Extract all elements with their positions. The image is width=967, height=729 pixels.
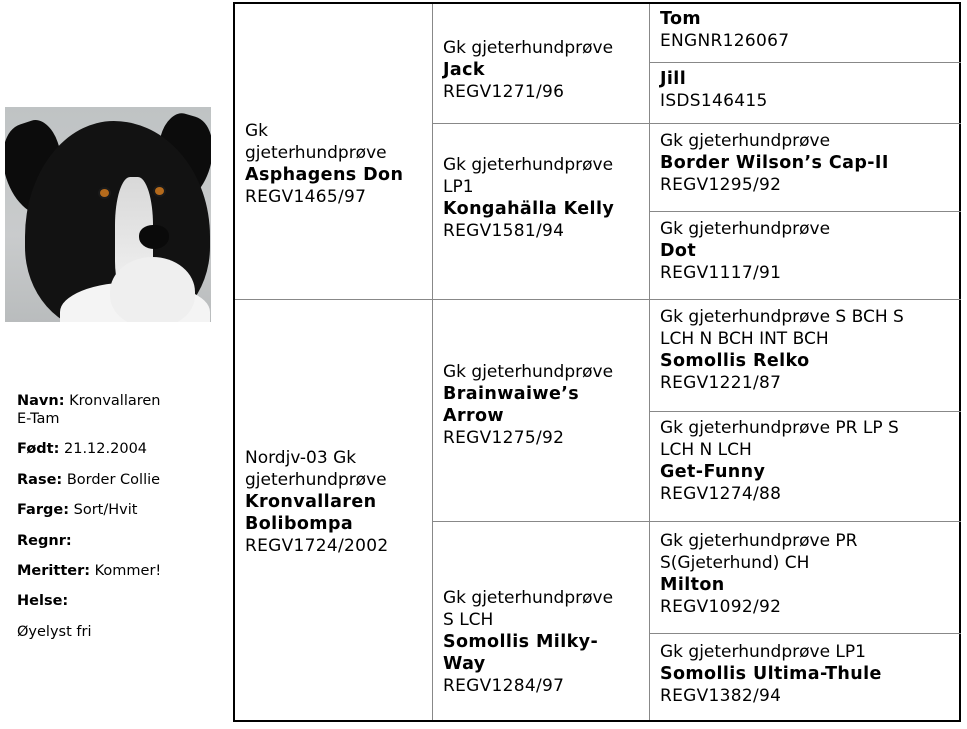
name-row-2 bbox=[17, 410, 217, 428]
dog-titles: Gk gjeterhundprøve bbox=[443, 38, 614, 58]
dog-name: Tom bbox=[660, 9, 702, 29]
dog-titles: Gk gjeterhundprøve bbox=[443, 155, 614, 175]
dog-reg-number: REGV1274/88 bbox=[660, 484, 782, 504]
breed-row bbox=[17, 471, 217, 489]
dog-photo bbox=[5, 107, 211, 322]
name-value-1: Kronvallaren bbox=[69, 393, 161, 409]
great-grandparent-cell bbox=[650, 4, 961, 63]
breed-value: Border Collie bbox=[66, 472, 161, 488]
name-label: Navn: bbox=[17, 393, 65, 409]
pedigree-table bbox=[233, 2, 961, 722]
dog-reg-number: REGV1284/97 bbox=[443, 676, 565, 696]
dog-titles: Gk gjeterhundprøve bbox=[443, 362, 614, 382]
dog-titles: gjeterhundprøve bbox=[245, 470, 387, 490]
grandparent-cell bbox=[433, 4, 650, 124]
dog-reg-number: ENGNR126067 bbox=[660, 31, 790, 51]
dog-name: Milton bbox=[660, 575, 725, 595]
dog-name: Somollis Relko bbox=[660, 351, 810, 371]
dog-reg-number: REGV1092/92 bbox=[660, 597, 782, 617]
great-grandparent-cell bbox=[650, 63, 961, 124]
health-label: Helse: bbox=[17, 593, 69, 609]
dog-titles: Gk gjeterhundprøve bbox=[660, 131, 831, 151]
dog-name: Arrow bbox=[443, 406, 504, 426]
dog-name: Jack bbox=[443, 60, 485, 80]
dog-name: Kronvallaren bbox=[245, 492, 377, 512]
great-grandparent-cell bbox=[650, 522, 961, 634]
dog-titles: LCH N LCH bbox=[660, 440, 752, 460]
dog-reg-number: ISDS146415 bbox=[660, 91, 768, 111]
great-grandparent-cell bbox=[650, 412, 961, 522]
dog-reg-number: REGV1275/92 bbox=[443, 428, 565, 448]
dog-name: Dot bbox=[660, 241, 697, 261]
grandparent-cell bbox=[433, 124, 650, 300]
dog-titles: Gk gjeterhundprøve bbox=[660, 219, 831, 239]
great-grandparent-cell bbox=[650, 212, 961, 300]
dog-reg-number: REGV1271/96 bbox=[443, 82, 565, 102]
born-label: Født: bbox=[17, 441, 60, 457]
health-row bbox=[17, 592, 217, 610]
merits-row bbox=[17, 562, 217, 580]
dog-reg-number: REGV1117/91 bbox=[660, 263, 782, 283]
merits-label: Meritter: bbox=[17, 563, 91, 579]
dog-reg-number: REGV1724/2002 bbox=[245, 536, 389, 556]
dog-reg-number: REGV1382/94 bbox=[660, 686, 782, 706]
dog-name: Border Wilson’s Cap-II bbox=[660, 153, 889, 173]
health-text: Øyelyst fri bbox=[17, 624, 92, 640]
dog-name: Asphagens Don bbox=[245, 165, 404, 185]
name-value-2: E-Tam bbox=[17, 411, 60, 427]
dog-titles: Gk gjeterhundprøve PR bbox=[660, 531, 858, 551]
great-grandparent-cell bbox=[650, 300, 961, 412]
dog-titles: Gk bbox=[245, 121, 269, 141]
dog-titles: Gk gjeterhundprøve S BCH S bbox=[660, 307, 904, 327]
regnr-label: Regnr: bbox=[17, 533, 72, 549]
dog-titles: Gk gjeterhundprøve LP1 bbox=[660, 642, 866, 662]
dog-name: Brainwaiwe’s bbox=[443, 384, 580, 404]
dog-titles: Gk gjeterhundprøve PR LP S bbox=[660, 418, 899, 438]
dog-reg-number: REGV1581/94 bbox=[443, 221, 565, 241]
dog-titles: gjeterhundprøve bbox=[245, 143, 387, 163]
great-grandparent-cell bbox=[650, 634, 961, 720]
born-row bbox=[17, 440, 217, 458]
dog-name: Bolibompa bbox=[245, 514, 354, 534]
parent-cell bbox=[235, 300, 433, 720]
born-value: 21.12.2004 bbox=[64, 441, 148, 457]
grandparent-cell bbox=[433, 522, 650, 720]
dog-titles: Gk gjeterhundprøve bbox=[443, 588, 614, 608]
dog-titles: LCH N BCH INT BCH bbox=[660, 329, 829, 349]
merits-value: Kommer! bbox=[94, 563, 162, 579]
color-value: Sort/Hvit bbox=[73, 502, 138, 518]
dog-titles: S(Gjeterhund) CH bbox=[660, 553, 810, 573]
color-row bbox=[17, 501, 217, 519]
name-row bbox=[17, 392, 217, 410]
dog-titles: S LCH bbox=[443, 610, 494, 630]
dog-titles: Nordjv-03 Gk bbox=[245, 448, 357, 468]
parent-cell bbox=[235, 4, 433, 300]
dog-reg-number: REGV1465/97 bbox=[245, 187, 367, 207]
dog-reg-number: REGV1295/92 bbox=[660, 175, 782, 195]
great-grandparent-cell bbox=[650, 124, 961, 212]
dog-name: Somollis Ultima-Thule bbox=[660, 664, 882, 684]
grandparent-cell bbox=[433, 300, 650, 522]
dog-titles: LP1 bbox=[443, 177, 474, 197]
dog-name: Get-Funny bbox=[660, 462, 766, 482]
health-text-row bbox=[17, 623, 217, 641]
dog-name: Way bbox=[443, 654, 486, 674]
dog-name: Jill bbox=[660, 69, 687, 89]
dog-reg-number: REGV1221/87 bbox=[660, 373, 782, 393]
breed-label: Rase: bbox=[17, 472, 63, 488]
dog-name: Kongahälla Kelly bbox=[443, 199, 615, 219]
color-label: Farge: bbox=[17, 502, 70, 518]
dog-name: Somollis Milky- bbox=[443, 632, 599, 652]
regnr-row bbox=[17, 532, 217, 550]
